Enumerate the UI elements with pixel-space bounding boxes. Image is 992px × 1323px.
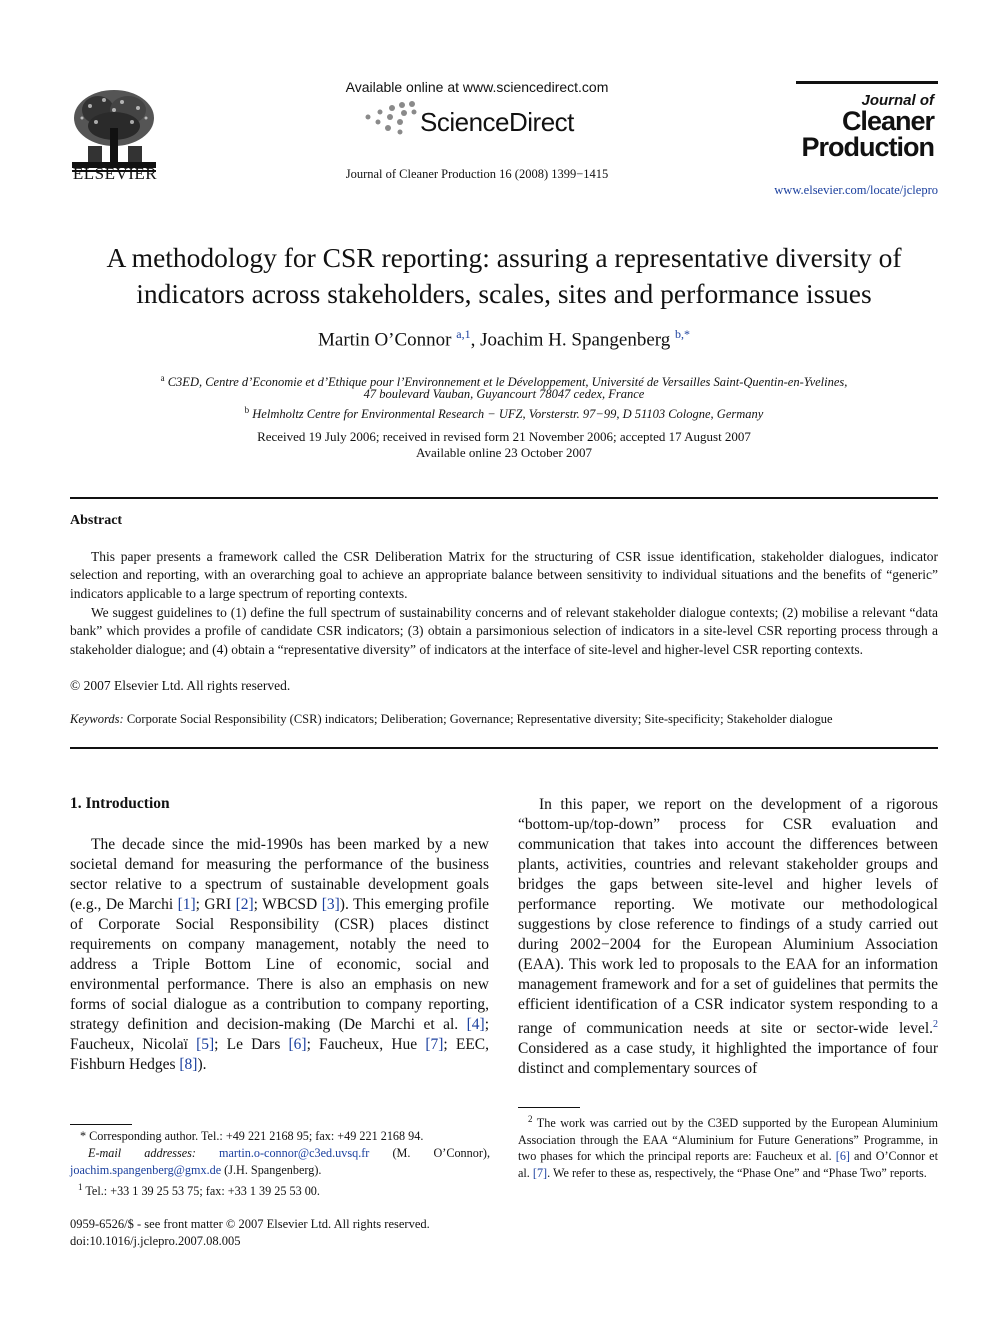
received-dates: Received 19 July 2006; received in revised form 21 November 2006; accepted 17 August 2007 — [257, 429, 751, 444]
reference-link[interactable]: [7] — [532, 1165, 548, 1180]
footnote-2 — [518, 1111, 938, 1181]
issn-line: 0959-6526/$ - see front matter © 2007 Elsevier Ltd. All rights reserved. — [70, 1217, 430, 1231]
abstract-heading: Abstract — [70, 513, 123, 528]
affiliation-text: 47 boulevard Vauban, Guyancourt 78047 cedex, France — [363, 387, 645, 401]
reference-link[interactable]: [2] — [235, 896, 254, 913]
author-separator: , — [470, 329, 481, 351]
body-text: ; Faucheux, Nicolaï — [70, 1016, 489, 1053]
footnote-text: . We refer to these as, respectively, the “Phase One” and “Phase Two” reports. — [547, 1165, 927, 1180]
author-name: Martin O’Connor — [318, 329, 452, 351]
email-link[interactable]: martin.o-connor@c3ed.uvsq.fr — [219, 1146, 370, 1160]
footnote-1 — [70, 1179, 490, 1200]
footnote-emails — [70, 1145, 490, 1178]
section-heading: 1. Introduction — [70, 795, 170, 812]
intro-left-column — [70, 835, 489, 1075]
author-name: Joachim H. Spangenberg — [480, 329, 671, 351]
intro-right-column — [518, 795, 938, 1079]
footnote-rule-right — [518, 1107, 580, 1108]
footnote-text: The work was carried out by the C3ED supported by the European Aluminium Association through the EAA “Aluminium for Future Generations” Programme, in two phases for which the principal reports are: Faucheux et al. — [518, 1116, 938, 1164]
keywords-text: Corporate Social Responsibility (CSR) indicators; Deliberation; Governance; Representative diversity; Site-specificity; Stakeholder dialogue — [126, 712, 833, 726]
email-owner: (M. O’Connor), — [369, 1146, 490, 1160]
journal-logo-line1: Journal of — [861, 92, 934, 109]
reference-link[interactable]: [8] — [179, 1056, 198, 1073]
footnote-mark: 2 — [528, 1114, 533, 1124]
affiliation-a-cont — [70, 386, 938, 402]
publisher-name: ELSEVIER — [72, 164, 158, 183]
article-title: A methodology for CSR reporting: assuring a representative diversity of indicators across stakeholders, scales, sites and performance issues — [106, 242, 902, 309]
body-text: The decade since the mid-1990s has been marked by a new societal demand for measuring the performance of the business sector relative to a spectrum of sustainable development goals (e.g., De Marchi — [70, 836, 489, 913]
sciencedirect-wordmark[interactable]: ScienceDirect — [420, 107, 574, 137]
divider-bottom — [70, 747, 938, 749]
affiliation-text: C3ED, Centre d’Economie et d’Ethique pour l’Environnement et le Développement, Université de Versailles Saint-Quentin-en-Yvelines, — [167, 375, 848, 390]
body-text: ; GRI — [195, 896, 236, 913]
abstract-paragraph-2: We suggest guidelines to (1) define the full spectrum of sustainability concerns and of relevant stakeholder dialogue contexts; (2) mobilise a relevant “data bank” which provides a profile of candidate CSR indicators; (3) obtain a parsimonious selection of indicators in a site-level CSR reporting process through a stakeholder dialogue; and (4) obtain a “representative diversity” of indicators at the interface of site-level and higher-level CSR reporting contexts. — [70, 605, 938, 657]
reference-link[interactable]: [3] — [321, 896, 340, 913]
keywords-label: Keywords: — [70, 712, 124, 726]
footnote-mark: 1 — [78, 1182, 83, 1192]
available-online-text[interactable]: Available online at www.sciencedirect.com — [345, 79, 609, 95]
author-affiliation-mark[interactable]: a,1 — [456, 327, 471, 341]
body-text: ; EEC, Fishburn Hedges — [70, 1036, 489, 1073]
abstract-paragraph-1: This paper presents a framework called the CSR Deliberation Matrix for the structuring of CSR issue identification, stakeholder dialogues, indicator selection and reporting, with an overarching goal to achieve an appropriate balance between sensitivity to individual situations and the benefits of “generic” indicators applicable to a large spectrum of reporting contexts. — [70, 549, 938, 601]
journal-logo-rule — [796, 81, 938, 84]
reference-link[interactable]: [6] — [835, 1149, 850, 1164]
footnote-text: Tel.: +33 1 39 25 53 75; fax: +33 1 39 25 53 00. — [85, 1184, 320, 1199]
body-text: ; Le Dars — [214, 1036, 289, 1053]
body-text: ). — [197, 1056, 207, 1073]
affiliation-text: Helmholtz Centre for Environmental Research − UFZ, Vorsterstr. 97−99, D 51103 Cologne, Germany — [252, 407, 764, 422]
affiliation-mark: b — [244, 405, 250, 415]
body-text: Considered as a case study, it highlighted the importance of four distinct and complementary sources of — [518, 1040, 938, 1078]
body-text: ; Faucheux, Hue — [306, 1036, 426, 1053]
author-affiliation-mark[interactable]: b,* — [674, 327, 690, 341]
author-list — [70, 327, 938, 351]
footnote-corresponding: * Corresponding author. Tel.: +49 221 2168 95; fax: +49 221 2168 94. — [80, 1129, 424, 1143]
reference-link[interactable]: [7] — [425, 1036, 444, 1053]
copyright-line: © 2007 Elsevier Ltd. All rights reserved. — [70, 678, 291, 693]
issn-doi-block — [70, 1216, 490, 1250]
body-text: ; WBCSD — [253, 896, 322, 913]
keywords-line — [70, 712, 938, 727]
email-owner: (J.H. Spangenberg). — [221, 1162, 322, 1177]
journal-logo-line2: Cleaner — [841, 106, 934, 136]
email-label: E-mail addresses: — [88, 1146, 196, 1160]
reference-link[interactable]: [1] — [177, 896, 196, 913]
journal-citation: Journal of Cleaner Production 16 (2008) 1399−1415 — [345, 167, 609, 181]
available-online-date: Available online 23 October 2007 — [416, 445, 592, 460]
reference-link[interactable]: [6] — [288, 1036, 307, 1053]
body-text: In this paper, we report on the development of a rigorous “bottom-up/top-down” process for CSR evaluation and communication that takes into account the differences between plants, activities, countries and relevant stakeholder groups and bridges the gaps between site-level and higher levels of performance reporting. We motivate our methodological suggestions by close reference to findings of a study carried out during 2002−2004 for the European Aluminium Association (EAA). This work led to proposals to the EAA for an information management framework and for a set of guidelines that permits the efficient identification of a CSR indicator system responding to a range of communication needs at site or sector-wide level. — [518, 796, 938, 1038]
body-text: ). This emerging profile of Corporate Social Responsibility (CSR) places distinct requirements on company management, notably the need to address a Triple Bottom Line of economic, social and environmental performance. There is also an emphasis on new forms of social dialogue as a contribution to company reporting, strategy definition and decision-making (De Marchi et al. — [70, 896, 490, 1033]
affiliation-b — [70, 402, 938, 422]
journal-url-link[interactable]: www.elsevier.com/locate/jclepro — [774, 183, 938, 197]
footnote-link[interactable]: 2 — [933, 1019, 938, 1030]
email-link[interactable]: joachim.spangenberg@gmx.de — [70, 1162, 222, 1177]
reference-link[interactable]: [5] — [196, 1036, 215, 1053]
doi-line[interactable]: doi:10.1016/j.jclepro.2007.08.005 — [70, 1234, 241, 1248]
divider-top — [70, 497, 938, 499]
reference-link[interactable]: [4] — [466, 1016, 485, 1033]
sciencedirect-dots-icon — [360, 100, 420, 140]
affiliation-mark: a — [160, 373, 165, 383]
journal-logo-line3: Production — [801, 132, 934, 162]
footnote-rule-left — [70, 1124, 132, 1125]
footnote-text: and O’Connor et al. — [518, 1149, 938, 1180]
